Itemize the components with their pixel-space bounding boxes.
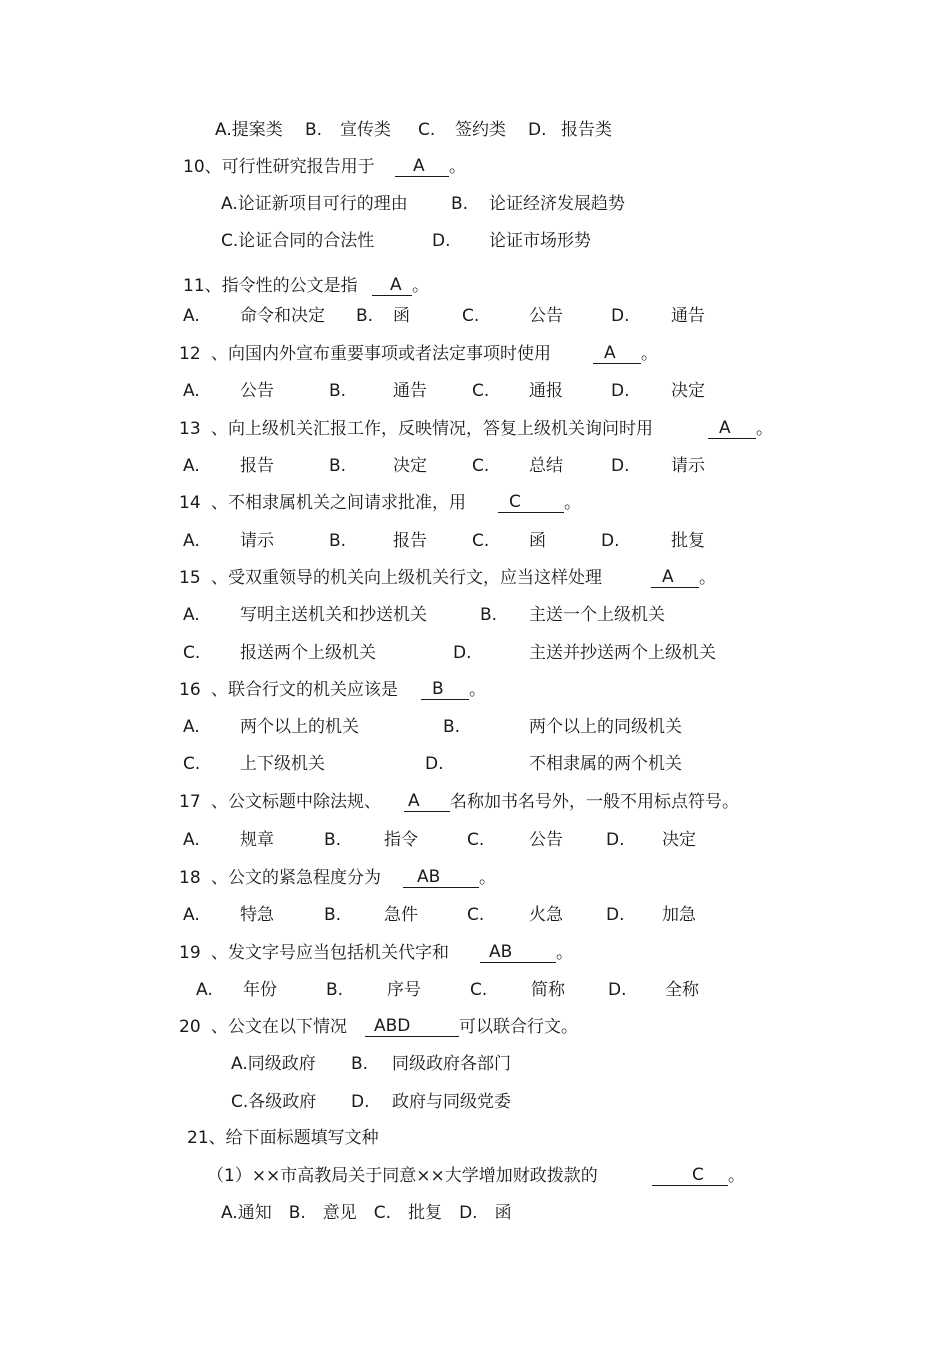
question-suffix: 。 [412, 276, 429, 296]
answer-blank [708, 418, 756, 439]
option-d-letter: D. [528, 120, 547, 140]
option-c: C.各级政府 [231, 1092, 317, 1112]
question-number: 18 [179, 868, 201, 888]
answer: AB [489, 942, 513, 962]
option-d: 通告 [671, 306, 705, 326]
option-c-letter: C. [183, 754, 201, 774]
option-a-letter: A. [183, 456, 200, 476]
option-b: 同级政府各部门 [392, 1054, 511, 1074]
option-b-letter: B. [326, 980, 344, 1000]
option-b-letter: B. [356, 306, 374, 326]
question-text: 21、给下面标题填写文种 [187, 1128, 379, 1148]
option-c-letter: C. [467, 830, 485, 850]
answer-blank [480, 942, 556, 963]
answer: C [692, 1165, 704, 1185]
answer-blank [652, 1165, 728, 1186]
question-number: 15 [179, 568, 201, 588]
option-b-letter: B. [480, 605, 498, 625]
option-b: 报告 [393, 531, 427, 551]
question-text: 、不相隶属机关之间请求批准，用 [211, 493, 466, 513]
question-text: 、公文标题中除法规、 [211, 792, 381, 812]
option-d: 主送并抄送两个上级机关 [529, 643, 716, 663]
answer-blank [404, 791, 450, 812]
option-a: A.提案类 [215, 120, 283, 140]
option-c: C.论证合同的合法性 [221, 231, 375, 251]
option-d-letter: D. [425, 754, 444, 774]
option-a-letter: A. [196, 980, 213, 1000]
question-suffix: 。 [699, 568, 716, 588]
option-d: 全称 [665, 980, 699, 1000]
answer: A [390, 275, 402, 295]
option-c: 上下级机关 [240, 754, 325, 774]
option-d: 决定 [662, 830, 696, 850]
question-suffix: 。 [479, 868, 496, 888]
question-suffix: 。 [728, 1166, 745, 1186]
option-b: 通告 [393, 381, 427, 401]
option-c: 报送两个上级机关 [240, 643, 376, 663]
option-b-letter: B. [324, 830, 342, 850]
option-b-letter: B. [324, 905, 342, 925]
answer-blank [403, 867, 479, 888]
option-a-letter: A. [183, 905, 200, 925]
question-suffix: 。 [469, 680, 486, 700]
option-d: 请示 [671, 456, 705, 476]
answer: A [408, 791, 420, 811]
option-b-letter: B. [329, 381, 347, 401]
option-d-letter: D. [606, 830, 625, 850]
option-b: 宣传类 [340, 120, 391, 140]
option-a: 写明主送机关和抄送机关 [240, 605, 427, 625]
question-suffix: 。 [564, 493, 581, 513]
option-b-letter: B. [351, 1054, 369, 1074]
answer: A [413, 156, 425, 176]
option-d-letter: D. [351, 1092, 370, 1112]
option-d: 决定 [671, 381, 705, 401]
question-text: 、联合行文的机关应该是 [211, 680, 398, 700]
option-a-letter: A. [183, 381, 200, 401]
question-text: 、公文在以下情况 [211, 1017, 347, 1037]
option-c-letter: C. [183, 643, 201, 663]
question-text: 、公文的紧急程度分为 [211, 868, 381, 888]
answer: AB [417, 867, 441, 887]
option-d-letter: D. [453, 643, 472, 663]
option-d: 论证市场形势 [489, 231, 591, 251]
option-c: 通报 [529, 381, 563, 401]
option-d-letter: D. [432, 231, 451, 251]
option-b: 主送一个上级机关 [529, 605, 665, 625]
question-text: 、向上级机关汇报工作，反映情况，答复上级机关询问时用 [211, 419, 653, 439]
option-a: 两个以上的机关 [240, 717, 359, 737]
option-c: 公告 [529, 830, 563, 850]
answer-blank [365, 1016, 459, 1037]
option-a-letter: A. [183, 306, 200, 326]
question-suffix: 。 [449, 157, 466, 177]
option-d-letter: D. [601, 531, 620, 551]
question-text: 11、指令性的公文是指 [183, 276, 358, 296]
answer-blank [498, 492, 564, 513]
option-b: 函 [393, 306, 410, 326]
option-d: 加急 [662, 905, 696, 925]
option-a-letter: A. [183, 531, 200, 551]
option-b: 决定 [393, 456, 427, 476]
option-d-letter: D. [611, 456, 630, 476]
option-a: 规章 [240, 830, 274, 850]
option-b: 序号 [387, 980, 421, 1000]
option-a: 命令和决定 [240, 306, 325, 326]
option-d: 政府与同级党委 [392, 1092, 511, 1112]
option-c: 总结 [529, 456, 563, 476]
question-number: 13 [179, 419, 201, 439]
question-suffix: 名称加书名号外，一般不用标点符号。 [450, 792, 739, 812]
answer: ABD [374, 1016, 411, 1036]
option-b-letter: B. [451, 194, 469, 214]
options-text: A.通知 B. 意见 C. 批复 D. 函 [221, 1203, 512, 1223]
option-b: 论证经济发展趋势 [489, 194, 625, 214]
option-a: 报告 [240, 456, 274, 476]
option-a-letter: A. [183, 717, 200, 737]
question-suffix: 。 [641, 344, 658, 364]
question-text: 10、可行性研究报告用于 [183, 157, 375, 177]
answer: B [432, 679, 444, 699]
answer-blank [651, 567, 699, 588]
option-d-letter: D. [611, 381, 630, 401]
option-d-letter: D. [608, 980, 627, 1000]
option-c: 签约类 [455, 120, 506, 140]
option-a-letter: A. [183, 830, 200, 850]
option-a: 请示 [240, 531, 274, 551]
question-suffix: 。 [556, 943, 573, 963]
option-b-letter: B. [329, 531, 347, 551]
option-c-letter: C. [470, 980, 488, 1000]
option-b-letter: B. [305, 120, 323, 140]
answer: A [719, 418, 731, 438]
question-text: 、发文字号应当包括机关代字和 [211, 943, 449, 963]
question-suffix: 可以联合行文。 [459, 1017, 578, 1037]
option-c: 公告 [529, 306, 563, 326]
option-d-letter: D. [606, 905, 625, 925]
question-text: （1）××市高教局关于同意××大学增加财政拨款的 [207, 1166, 598, 1186]
answer-blank [395, 156, 449, 177]
option-a: 年份 [243, 980, 277, 1000]
option-c-letter: C. [472, 381, 490, 401]
question-number: 17 [179, 792, 201, 812]
option-c-letter: C. [472, 456, 490, 476]
option-c: 简称 [531, 980, 565, 1000]
question-text: 、向国内外宣布重要事项或者法定事项时使用 [211, 344, 551, 364]
option-c-letter: C. [467, 905, 485, 925]
option-b: 急件 [384, 905, 418, 925]
option-a: A.同级政府 [231, 1054, 316, 1074]
option-d: 批复 [671, 531, 705, 551]
option-b: 指令 [384, 830, 418, 850]
question-number: 12 [179, 344, 201, 364]
option-a: 公告 [240, 381, 274, 401]
option-d: 不相隶属的两个机关 [529, 754, 682, 774]
answer-blank [372, 275, 412, 296]
option-b-letter: B. [329, 456, 347, 476]
answer-blank [593, 343, 641, 364]
question-number: 20 [179, 1017, 201, 1037]
answer: A [662, 567, 674, 587]
option-b: 两个以上的同级机关 [529, 717, 682, 737]
answer-blank [421, 679, 469, 700]
option-c: 函 [529, 531, 546, 551]
option-c-letter: C. [472, 531, 490, 551]
option-d: 报告类 [561, 120, 612, 140]
question-number: 14 [179, 493, 201, 513]
option-a-letter: A. [183, 605, 200, 625]
option-a: A.论证新项目可行的理由 [221, 194, 408, 214]
option-c: 火急 [529, 905, 563, 925]
option-d-letter: D. [611, 306, 630, 326]
option-a: 特急 [240, 905, 274, 925]
question-number: 16 [179, 680, 201, 700]
answer: C [509, 492, 521, 512]
question-text: 、受双重领导的机关向上级机关行文，应当这样处理 [211, 568, 602, 588]
option-c-letter: C. [418, 120, 436, 140]
question-number: 19 [179, 943, 201, 963]
answer: A [604, 343, 616, 363]
option-b-letter: B. [443, 717, 461, 737]
option-c-letter: C. [462, 306, 480, 326]
question-suffix: 。 [756, 419, 773, 439]
